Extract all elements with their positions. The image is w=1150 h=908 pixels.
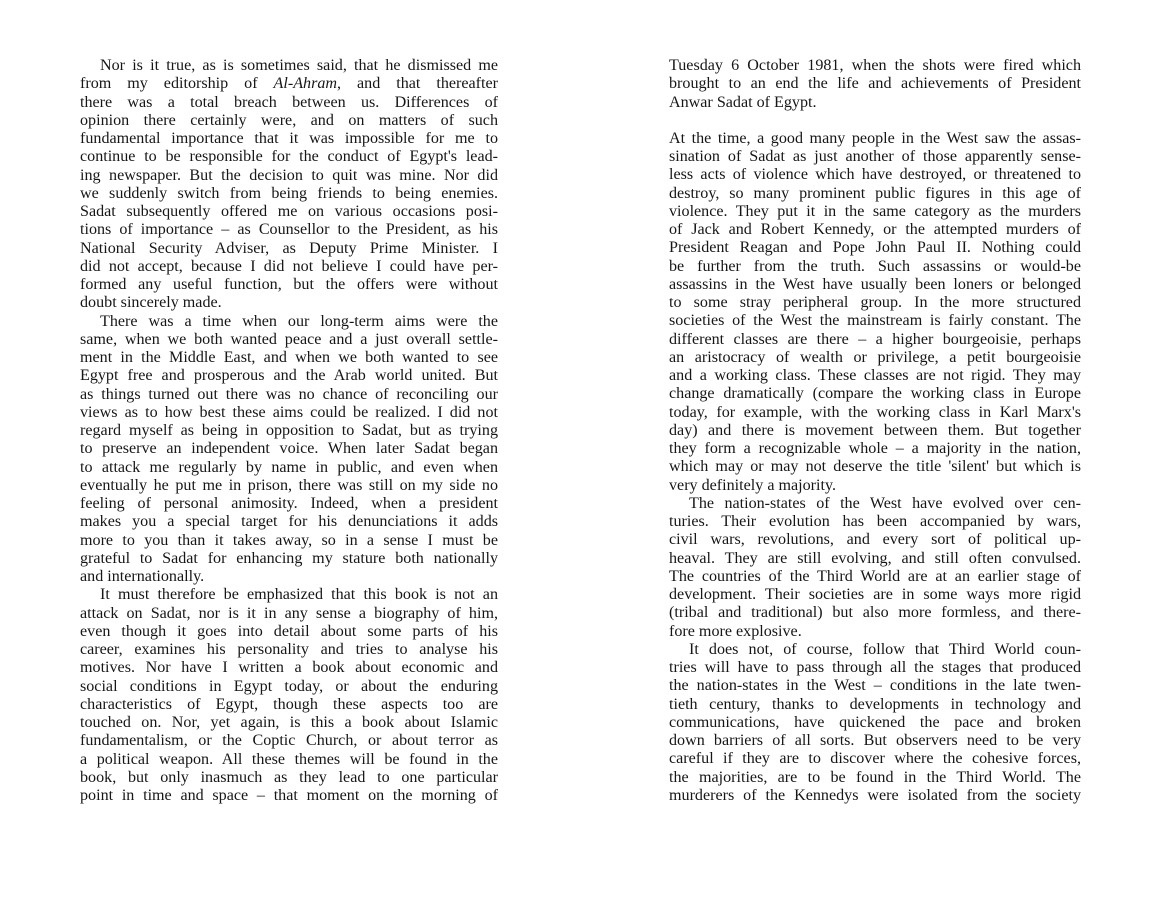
text-line: Anwar Sadat of Egypt.: [669, 93, 817, 111]
text-line: The countries of the Third World are at an earlier stage of: [669, 567, 1081, 585]
text-line: Tuesday 6 October 1981, when the shots were fired which: [669, 57, 1081, 74]
text-line: National Security Adviser, as Deputy Prime Minister. I: [80, 239, 498, 257]
text-line: to preserve an independent voice. When later Sadat began: [80, 440, 498, 458]
text-line: the majorities, are to be found in the Third World. The: [669, 768, 1081, 786]
text-line: they form a recognizable whole – a majority in the nation,: [669, 440, 1081, 457]
text-line: book, but only inasmuch as they lead to one particular: [80, 768, 498, 786]
text-line: careful if they are to discover where the cohesive forces,: [669, 750, 1081, 768]
page-gutter: [574, 0, 575, 908]
text-line: fundamental importance that it was impossible for me to: [80, 130, 498, 147]
text-line: same, when we both wanted peace and a just overall settle-: [80, 330, 498, 348]
text-line: Nor is it true, as is sometimes said, that he dismissed me: [100, 57, 498, 74]
text-line: down barriers of all sorts. But observers need to be very: [669, 732, 1081, 749]
text-line: assassins in the West have usually been loners or belonged: [669, 275, 1081, 293]
text-line: grateful to Sadat for enhancing my stature both nationally: [80, 549, 498, 567]
text-line: we suddenly switch from being friends to being enemies.: [80, 184, 498, 202]
text-line: The nation-states of the West have evolved over cen-: [689, 494, 1081, 512]
text-line: motives. Nor have I written a book about economic and: [80, 659, 498, 677]
text-line: regard myself as being in opposition to Sadat, but as trying: [80, 422, 498, 439]
text-line: murderers of the Kennedys were isolated from the society: [669, 786, 1081, 804]
text-line: as things turned out there was no chance of reconciling our: [80, 385, 498, 403]
text-line: even though it goes into detail about some parts of his: [80, 622, 498, 640]
text-line: and internationally.: [80, 568, 205, 585]
text-line: characteristics of Egypt, though these aspects too are: [80, 695, 498, 713]
text-line: fore more explosive.: [669, 622, 802, 640]
text-line: fundamentalism, or the Coptic Church, or about terror as: [80, 732, 498, 750]
text-line: Egypt free and prosperous and the Arab world united. But: [80, 367, 498, 385]
text-line: destroy, so many prominent public figures in this age of: [669, 184, 1081, 202]
text-line: heaval. They are still evolving, and still often convulsed.: [669, 549, 1081, 567]
text-line: change dramatically (compare the working class in Europe: [669, 385, 1081, 403]
text-line: be further from the truth. Such assassins or would-be: [669, 257, 1081, 275]
text-line: It does not, of course, follow that Third World coun-: [689, 640, 1081, 658]
text-line: At the time, a good many people in the West saw the assas-: [669, 129, 1081, 147]
text-line: feeling of personal animosity. Indeed, when a president: [80, 495, 498, 512]
text-line: It must therefore be emphasized that this book is not an: [100, 586, 498, 604]
text-line: from my editorship of Al-Ahram, and that thereafter: [80, 75, 499, 93]
text-line: violence. They put it in the same category as the murders: [669, 202, 1081, 220]
text-line: more to you than it takes away, so in a sense I must be: [80, 531, 498, 549]
text-line: a political weapon. All these themes will be found in the: [80, 750, 498, 768]
text-line: (tribal and traditional) but also more formless, and there-: [669, 604, 1081, 622]
text-line: continue to be responsible for the conduct of Egypt's lead-: [80, 148, 498, 166]
text-line: tieth century, thanks to developments in technology and: [669, 695, 1081, 713]
text-line: tries will have to pass through all the stages that produced: [669, 659, 1081, 676]
text-line: career, examines his personality and tries to analyse his: [80, 641, 498, 658]
text-line: President Reagan and Pope John Paul II. Nothing could: [669, 239, 1081, 257]
text-line: societies of the West the mainstream is fairly constant. The: [669, 312, 1081, 330]
text-line: There was a time when our long-term aims were the: [100, 312, 498, 330]
text-line: the nation-states in the West – conditions in the late twen-: [669, 677, 1081, 695]
left-page: [80, 57, 498, 805]
text-line: today, for example, with the working class in Karl Marx's: [669, 403, 1081, 421]
text-line: formed any useful function, but the offers were without: [80, 276, 498, 293]
text-line: which may or may not deserve the title 'silent' but which is: [669, 458, 1081, 476]
text-line: social conditions in Egypt today, or about the enduring: [80, 677, 498, 695]
text-line: very definitely a majority.: [669, 476, 836, 494]
text-line: attack on Sadat, nor is it in any sense a biography of him,: [80, 604, 498, 622]
text-line: doubt sincerely made.: [80, 294, 222, 312]
text-line: ing newspaper. But the decision to quit was mine. Nor did: [80, 166, 498, 184]
text-line: touched on. Nor, yet again, is this a book about Islamic: [80, 714, 498, 731]
text-line: day) and there is movement between them. But together: [669, 421, 1081, 439]
text-line: views as to how best these aims could be realized. I did not: [80, 403, 498, 421]
text-line: communications, have quickened the pace and broken: [669, 713, 1081, 731]
text-line: makes you a special target for his denunciations it adds: [80, 513, 498, 531]
text-line: brought to an end the life and achievements of President: [669, 75, 1081, 93]
text-line: Sadat subsequently offered me on various occasions posi-: [80, 203, 498, 220]
text-line: development. Their societies are in some ways more rigid: [669, 586, 1081, 603]
text-line: ment in the Middle East, and when we both wanted to see: [80, 349, 498, 366]
text-line: sination of Sadat as just another of those apparently sense-: [669, 148, 1081, 165]
text-line: opinion there certainly were, and on matters of such: [80, 111, 498, 129]
text-line: point in time and space – that moment on the morning of: [80, 787, 498, 804]
text-line: and a working class. These classes are not rigid. They may: [669, 367, 1081, 384]
text-line: did not accept, because I did not believe I could have per-: [80, 257, 498, 275]
text-line: less acts of violence which have destroyed, or threatened to: [669, 166, 1081, 184]
text-line: of Jack and Robert Kennedy, or the attempted murders of: [669, 221, 1081, 238]
text-line: different classes are there – a higher bourgeoisie, perhaps: [669, 330, 1081, 348]
text-line: tions of importance – as Counsellor to the President, as his: [80, 221, 498, 239]
text-line: an aristocracy of wealth or privilege, a petit bourgeoisie: [669, 348, 1081, 366]
text-line: there was a total breach between us. Differences of: [80, 93, 498, 111]
text-line: eventually he put me in prison, there was still on my side no: [80, 476, 498, 494]
text-line: civil wars, revolutions, and every sort of political up-: [669, 531, 1081, 549]
text-line: to some stray peripheral group. In the more structured: [669, 294, 1081, 311]
text-line: turies. Their evolution has been accompanied by wars,: [669, 513, 1081, 530]
right-page: [669, 57, 1081, 805]
text-line: to attack me regularly by name in public, and even when: [80, 458, 498, 476]
